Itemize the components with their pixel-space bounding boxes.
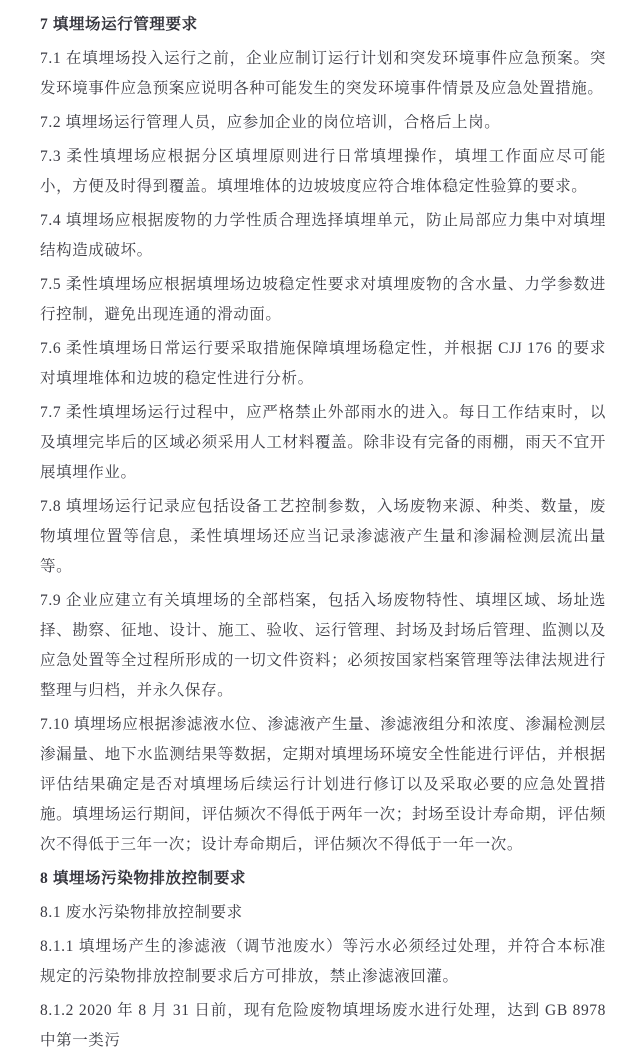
clause-7-6: 7.6 柔性填埋场日常运行要采取措施保障填埋场稳定性，并根据 CJJ 176 的要求对填埋堆体和边坡的稳定性进行分析。 [40,340,606,387]
clause-7-3: 7.3 柔性填埋场应根据分区填埋原则进行日常填埋操作，填埋工作面应尽可能小，方便及时得到覆盖。填埋堆体的边坡坡度应符合堆体稳定性验算的要求。 [40,148,606,195]
clause-7-9: 7.9 企业应建立有关填埋场的全部档案，包括入场废物特性、填埋区域、场址选择、勘察、征地、设计、施工、验收、运行管理、封场及封场后管理、监测以及应急处置等全过程所形成的一切文件资料；必须按国家档案管理等法律法规进行整理与归档，并永久保存。 [40,592,606,699]
clause-7-7: 7.7 柔性填埋场运行过程中，应严格禁止外部雨水的进入。每日工作结束时，以及填埋完毕后的区域必须采用人工材料覆盖。除非设有完备的雨棚，雨天不宜开展填埋作业。 [40,404,606,481]
subsection-heading-8-1: 8.1 废水污染物排放控制要求 [40,904,243,921]
clause-7-8: 7.8 填埋场运行记录应包括设备工艺控制参数，入场废物来源、种类、数量，废物填埋位置等信息，柔性填埋场还应当记录渗滤液产生量和渗漏检测层流出量等。 [40,498,606,575]
clause-7-2: 7.2 填埋场运行管理人员，应参加企业的岗位培训，合格后上岗。 [40,114,501,131]
clause-7-10: 7.10 填埋场应根据渗滤液水位、渗滤液产生量、渗滤液组分和浓度、渗漏检测层渗漏量、地下水监测结果等数据，定期对填埋场环境安全性能进行评估，并根据评估结果确定是否对填埋场后续运行计划进行修订以及采取必要的应急处置措施。填埋场运行期间，评估频次不得低于两年一次；封场至设计寿命期，评估频次不得低于三年一次；设计寿命期后，评估频次不得低于一年一次。 [40,716,606,853]
clause-7-1: 7.1 在填埋场投入运行之前，企业应制订运行计划和突发环境事件应急预案。突发环境事件应急预案应说明各种可能发生的突发环境事件情景及应急处置措施。 [40,50,606,97]
clause-7-5: 7.5 柔性填埋场应根据填埋场边坡稳定性要求对填埋废物的含水量、力学参数进行控制，避免出现连通的滑动面。 [40,276,606,323]
section-heading-7: 7 填埋场运行管理要求 [40,16,198,33]
clause-8-1-1: 8.1.1 填埋场产生的渗滤液（调节池废水）等污水必须经过处理，并符合本标准规定的污染物排放控制要求后方可排放，禁止渗滤液回灌。 [40,938,606,985]
section-heading-8: 8 填埋场污染物排放控制要求 [40,870,247,887]
clause-7-4: 7.4 填埋场应根据废物的力学性质合理选择填埋单元，防止局部应力集中对填埋结构造成破坏。 [40,212,606,259]
clause-8-1-2: 8.1.2 2020 年 8 月 31 日前，现有危险废物填埋场废水进行处理，达到 GB 8978 中第一类污 [40,1002,606,1049]
